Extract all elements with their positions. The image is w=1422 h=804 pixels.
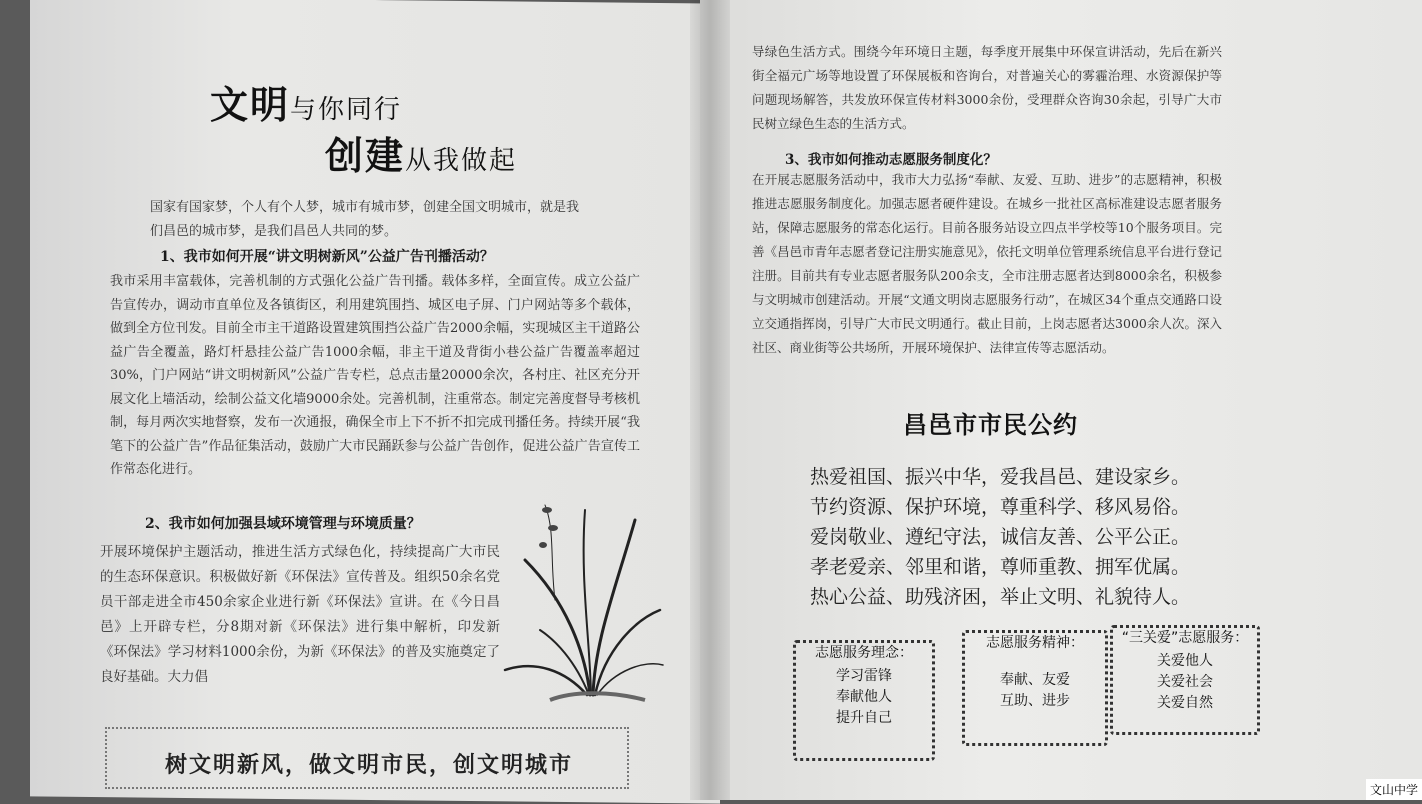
question-1: 1、我市如何开展“讲文明树新风”公益广告刊播活动？ bbox=[160, 249, 494, 265]
right-paragraph-1: 导绿色生活方式。围绕今年环境日主题，每季度开展集中环保宣讲活动，先后在新兴街全福元广场等地设置了环保展板和咨询台，对普遍关心的雾霾治理、水资源保护等问题现场解答，共发放环保宣传材料3000余份，受理群众咨询30余起，引导广大市民树立绿色生态的生活方式。 bbox=[752, 44, 1222, 131]
citizen-pact-title: 昌邑市市民公约 bbox=[903, 411, 1078, 439]
right-paragraph-2: 在开展志愿服务活动中，我市大力弘扬“奉献、友爱、互助、进步”的志愿精神，积极推进志愿服务制度化。加强志愿者硬件建设。在城乡一批社区高标准建设志愿者服务站，保障志愿服务的常态化运行。目前各服务站设立四点半学校等10个服务项目。完善《昌邑市青年志愿者登记注册实施意见》，依托文明单位管理系统信息平台进行登记注册。目前共有专业志愿者服务队200余支，全市注册志愿者达到8000余名，积极参与文明城市创建活动。开展“文通文明岗志愿服务行动”，在城区34个重点交通路口设立交通指挥岗，引导广大市民文明通行。截止目前，上岗志愿者达3000余人次。深入社区、商业街等公共场所，开展环境保护、法律宣传等志愿活动。 bbox=[752, 172, 1222, 355]
title-line-1-rest: 与你同行 bbox=[290, 95, 403, 125]
answer-1: 我市采用丰富载体，完善机制的方式强化公益广告刊播。载体多样，全面宣传。成立公益广告宣传办，调动市直单位及各镇街区，利用建筑围挡、城区电子屏、门户网站等多个载体，做到全方位刊发。目前全市主干道路设置建筑围挡公益广告2000余幅，实现城区主干道路公益广告全覆盖，路灯杆悬挂公益广告1000余幅，非主干道及背街小巷公益广告覆盖率超过30%，门户网站“讲文明树新风”公益广告专栏，总点击量20000余次，各村庄、社区充分开展文化上墙活动，绘制公益文化墙9000余处。完善机制，注重常态。制定完善度督导考核机制，每月两次实地督察，发布一次通报，确保全市上下不折不扣完成刊播任务。持续开展“我笔下的公益广告”作品征集活动，鼓励广大市民踊跃参与公益广告创作，促进公益广告宣传工作常态化进行。 bbox=[110, 274, 640, 477]
pact-line: 孝老爱亲、邻里和谐，尊师重教、拥军优属。 bbox=[810, 556, 1191, 578]
intro-paragraph: 国家有国家梦，个人有个人梦，城市有城市梦，创建全国文明城市，就是我们昌邑的城市梦，是我们昌邑人共同的梦。 bbox=[150, 200, 580, 239]
box-line: 关爱自然 bbox=[1157, 695, 1213, 711]
box-line: 奉献他人 bbox=[836, 689, 892, 705]
page-spine bbox=[690, 0, 730, 800]
title-line-1-emphasis: 文明 bbox=[210, 82, 291, 127]
box-line: 互助、进步 bbox=[1000, 693, 1070, 709]
volunteer-spirit-box bbox=[962, 630, 1108, 746]
citizen-pact bbox=[810, 462, 1190, 612]
box-line: 关爱他人 bbox=[1157, 653, 1213, 669]
volunteer-concept-box bbox=[793, 640, 935, 761]
title-line-2-rest: 从我做起 bbox=[405, 146, 518, 176]
box-heading: 志愿服务理念： bbox=[815, 645, 913, 661]
question-3: 3、我市如何推动志愿服务制度化？ bbox=[785, 152, 997, 168]
box-line: 提升自己 bbox=[836, 710, 892, 726]
title-line-1 bbox=[210, 74, 402, 129]
box-heading: 志愿服务精神： bbox=[986, 635, 1084, 651]
box-line: 学习雷锋 bbox=[836, 668, 892, 684]
title-line-2-emphasis: 创建 bbox=[325, 133, 406, 178]
answer-2: 开展环境保护主题活动，推进生活方式绿色化，持续提高广大市民的生态环保意识。积极做好新《环保法》宣传普及。组织50余名党员干部走进全市450余家企业进行新《环保法》宣讲。在《今日昌邑》上开辟专栏，分8期对新《环保法》进行集中解析，印发新《环保法》学习材料1000余份，为新《环保法》的普及实施奠定了良好基础。大力倡 bbox=[100, 544, 500, 685]
watermark: 文山中学 bbox=[1366, 779, 1422, 800]
pact-line: 热心公益、助残济困，举止文明、礼貌待人。 bbox=[810, 586, 1191, 608]
slogan-text: 树文明新风，做文明市民，创文明城市 bbox=[165, 752, 574, 778]
pact-line: 节约资源、保护环境，尊重科学、移风易俗。 bbox=[810, 496, 1191, 518]
pact-line: 热爱祖国、振兴中华，爱我昌邑、建设家乡。 bbox=[810, 466, 1191, 488]
pact-line: 爱岗敬业、遵纪守法，诚信友善、公平公正。 bbox=[810, 526, 1191, 548]
box-line: 奉献、友爱 bbox=[1000, 672, 1070, 688]
question-2: 2、我市如何加强县域环境管理与环境质量？ bbox=[145, 516, 421, 532]
box-heading: “三关爱”志愿服务： bbox=[1121, 630, 1249, 646]
box-line: 关爱社会 bbox=[1157, 674, 1213, 690]
title-line-2 bbox=[325, 125, 517, 180]
three-care-box bbox=[1110, 625, 1260, 735]
orchid-illustration bbox=[495, 500, 665, 710]
